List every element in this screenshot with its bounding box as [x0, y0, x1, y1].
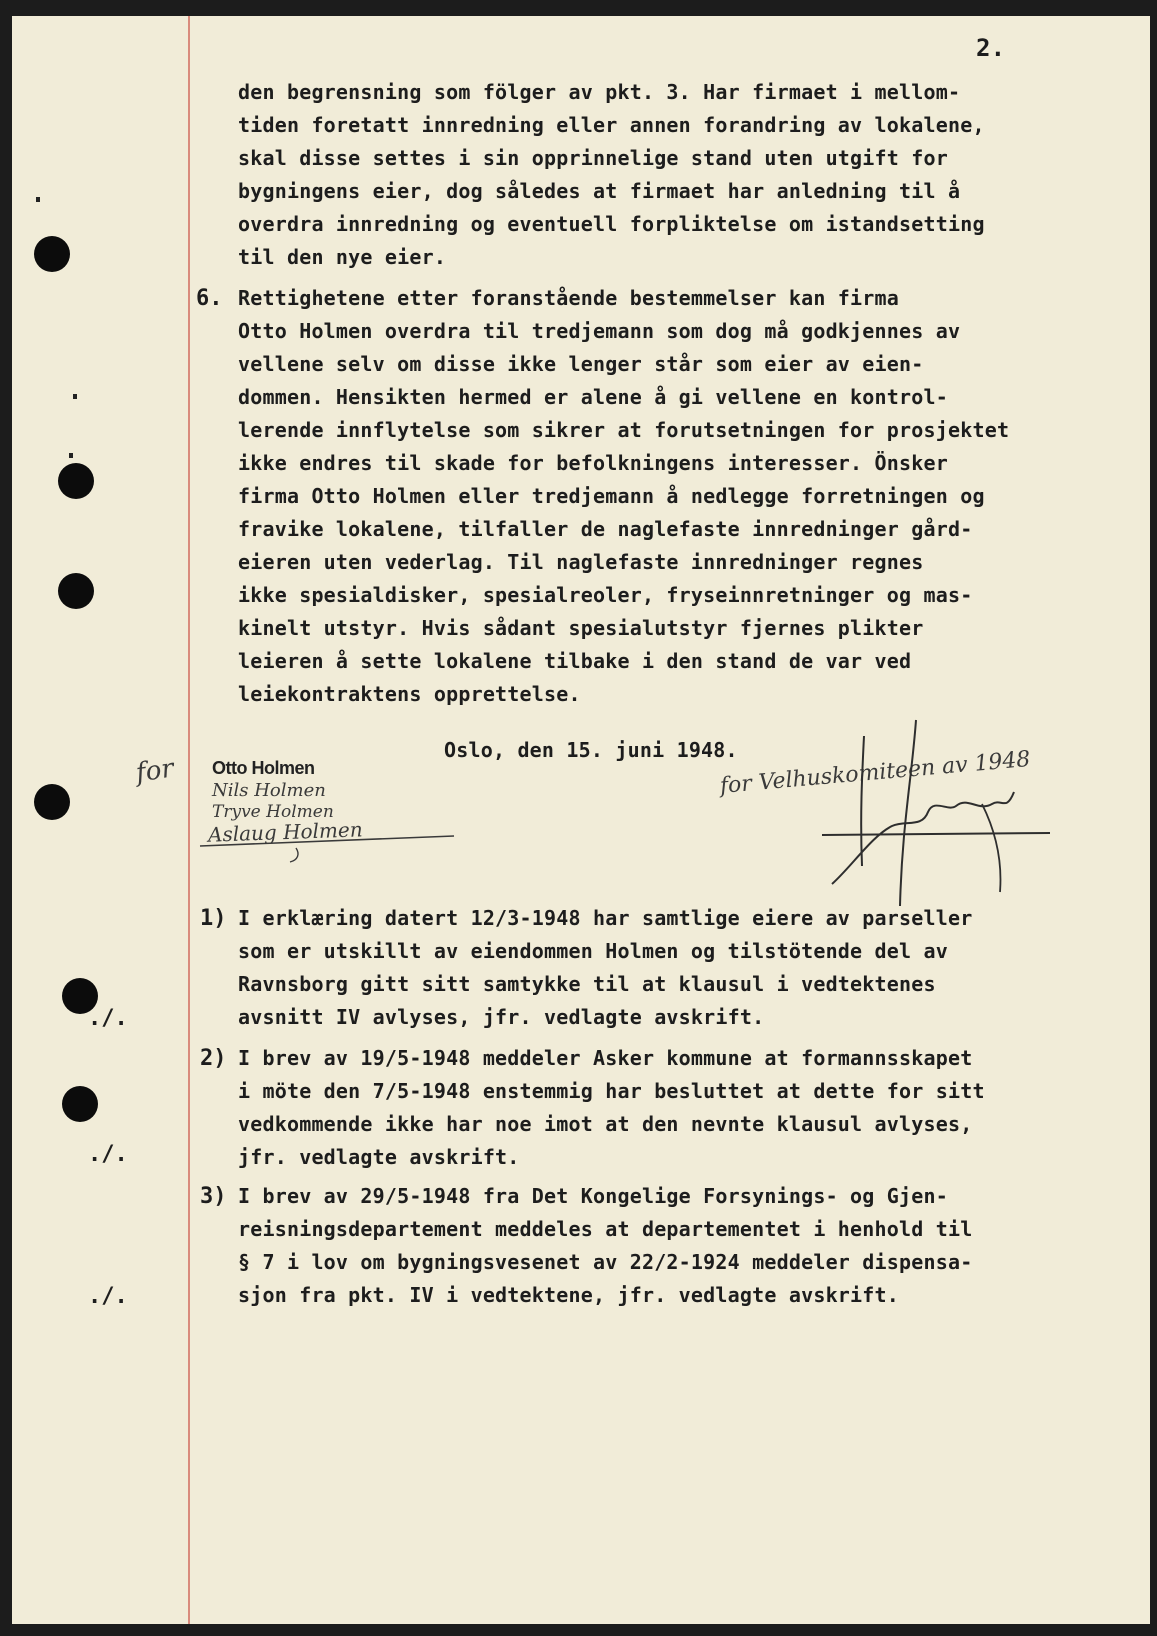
handwritten-for: for: [134, 753, 176, 789]
margin-rule: [188, 16, 190, 1624]
text-line: Rettighetene etter foranstående bestemmelser kan firma: [238, 286, 900, 310]
text-line: reisningsdepartement meddeles at departementet i henhold til: [238, 1217, 973, 1241]
text-line: skal disse settes i sin opprinnelige stand uten utgift for: [238, 146, 948, 170]
text-line: I brev av 29/5-1948 fra Det Kongelige Forsynings- og Gjen-: [238, 1184, 948, 1208]
handwritten-signature: Aslaug Holmen: [207, 817, 364, 847]
handwritten-committee: for Velhuskomiteen av 1948: [718, 746, 1032, 799]
margin-speck: [69, 453, 73, 458]
text-line: kinelt utstyr. Hvis sådant spesialutstyr fjernes plikter: [238, 616, 924, 640]
committee-signature: [802, 716, 1062, 916]
note-number: 3): [200, 1184, 227, 1209]
text-line: i möte den 7/5-1948 enstemmig har besluttet at dette for sitt: [238, 1079, 985, 1103]
clause-number: 6.: [196, 286, 223, 311]
handwritten-signature: Tryve Holmen: [212, 802, 334, 822]
text-line: vedkommende ikke har noe imot at den nevnte klausul avlyses,: [238, 1112, 973, 1136]
text-line: leiekontraktens opprettelse.: [238, 682, 581, 706]
punch-hole: [58, 573, 94, 609]
margin-reference-mark: ./.: [88, 1006, 128, 1031]
note-number: 1): [200, 906, 227, 931]
document-page: [12, 16, 1150, 1624]
text-line: § 7 i lov om bygningsvesenet av 22/2-1924 meddeler dispensa-: [238, 1250, 973, 1274]
text-line: Otto Holmen overdra til tredjemann som dog må godkjennes av: [238, 319, 961, 343]
text-line: overdra innredning og eventuell forpliktelse om istandsetting: [238, 212, 985, 236]
text-line: I erklæring datert 12/3-1948 har samtlige eiere av parseller: [238, 906, 973, 930]
text-line: dommen. Hensikten hermed er alene å gi vellene en kontrol-: [238, 385, 948, 409]
text-line: Ravnsborg gitt sitt samtykke til at klausul i vedtektenes: [238, 972, 936, 996]
text-line: ikke endres til skade for befolkningens interesser. Önsker: [238, 451, 948, 475]
text-line: vellene selv om disse ikke lenger står som eier av eien-: [238, 352, 924, 376]
text-line: sjon fra pkt. IV i vedtektene, jfr. vedlagte avskrift.: [238, 1283, 900, 1307]
text-line: den begrensning som fölger av pkt. 3. Har firmaet i mellom-: [238, 80, 961, 104]
text-line: fravike lokalene, tilfaller de naglefaste innredninger gård-: [238, 517, 973, 541]
handwritten-signature: Nils Holmen: [212, 780, 326, 801]
margin-speck: [73, 394, 77, 399]
text-line: jfr. vedlagte avskrift.: [238, 1145, 520, 1169]
company-stamp: Otto Holmen: [212, 758, 315, 778]
text-line: eieren uten vederlag. Til naglefaste innredninger regnes: [238, 550, 924, 574]
text-line: avsnitt IV avlyses, jfr. vedlagte avskrift.: [238, 1005, 765, 1029]
text-line: tiden foretatt innredning eller annen forandring av lokalene,: [238, 113, 985, 137]
place-date: Oslo, den 15. juni 1948.: [444, 738, 738, 762]
punch-hole: [58, 463, 94, 499]
text-line: leieren å sette lokalene tilbake i den stand de var ved: [238, 649, 912, 673]
text-line: til den nye eier.: [238, 245, 447, 269]
text-line: som er utskillt av eiendommen Holmen og tilstötende del av: [238, 939, 948, 963]
text-line: ikke spesialdisker, spesialreoler, fryseinnretninger og mas-: [238, 583, 973, 607]
text-line: lerende innflytelse som sikrer at forutsetningen for prosjektet: [238, 418, 1010, 442]
text-line: I brev av 19/5-1948 meddeler Asker kommune at formannsskapet: [238, 1046, 973, 1070]
page-number: 2.: [976, 34, 1006, 62]
margin-reference-mark: ./.: [88, 1284, 128, 1309]
text-line: bygningens eier, dog således at firmaet har anledning til å: [238, 179, 961, 203]
text-line: firma Otto Holmen eller tredjemann å nedlegge forretningen og: [238, 484, 985, 508]
punch-hole: [34, 784, 70, 820]
punch-hole: [62, 1086, 98, 1122]
note-number: 2): [200, 1046, 227, 1071]
signature-underline: [198, 824, 458, 864]
margin-reference-mark: ./.: [88, 1142, 128, 1167]
